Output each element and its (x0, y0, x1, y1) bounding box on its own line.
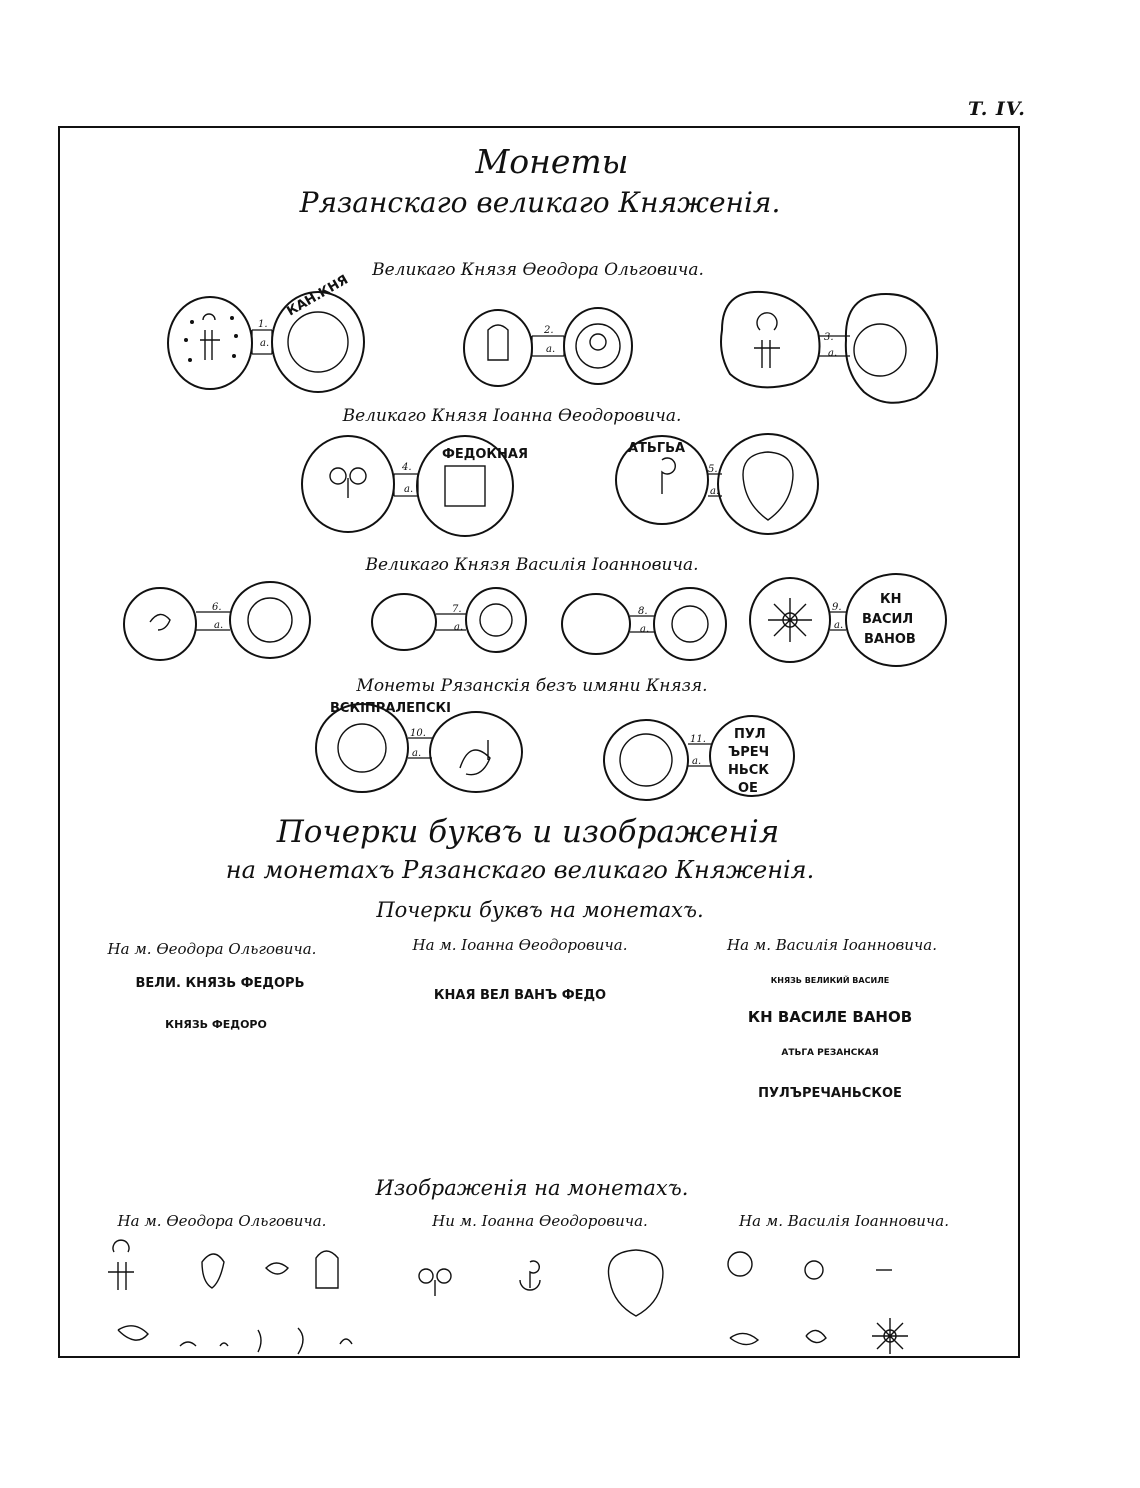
coin-7-number: 7. (452, 604, 462, 615)
coin-3 (721, 292, 937, 403)
image-figures-col2 (419, 1250, 663, 1316)
coin-11-legend-4: ОЕ (738, 781, 758, 796)
scripts-col3-line-1: КНЯЗЬ ВЕЛИКИЙ ВАСИЛЕ (770, 976, 890, 985)
coin-4-side: a. (404, 484, 414, 495)
scripts-col2-line-1: КНАЯ ВЕЛ ВАНЪ ФЕДО (433, 988, 607, 1003)
coin-4-legend: ФЕДОКНАЯ (442, 447, 528, 462)
coin-10-number: 10. (410, 728, 426, 739)
coin-10-legend: ВСКІПРАЛЕПСКІ (330, 701, 451, 716)
coin-6 (124, 582, 310, 660)
coin-11-legend-1: ПУЛ (734, 727, 766, 742)
scripts-col3-line-3: АТЬГА РЕЗАНСКАЯ (781, 1048, 879, 1058)
coin-11-side: a. (692, 756, 702, 767)
coin-9 (750, 574, 946, 666)
coin-2 (464, 308, 632, 386)
coin-6-side: a. (214, 620, 224, 631)
scripts-col2-label: На м. Іоанна Өеодоровича. (412, 936, 628, 954)
coin-1 (168, 272, 364, 392)
coin-11 (604, 716, 794, 800)
section-heading-2: Великаго Князя Іоанна Өеодоровича. (342, 406, 682, 426)
coin-9-number: 9. (832, 602, 842, 613)
coin-11-legend-3: НЬСК (728, 763, 769, 778)
coin-7 (372, 588, 526, 652)
images-col1-label: На м. Өеодора Ольговича. (117, 1212, 327, 1230)
images-col2-label: Ни м. Іоанна Өеодоровича. (432, 1212, 648, 1230)
coin-9-legend-3: ВАНОВ (864, 632, 916, 647)
coin-11-number: 11. (690, 734, 706, 745)
scripts-col1-label: На м. Өеодора Ольговича. (107, 940, 317, 958)
title-line-1: Монеты (475, 142, 629, 181)
coin-5-side: a. (710, 486, 720, 497)
coin-1-side: a. (260, 338, 270, 349)
coin-1-legend: КАН.КНЯ (284, 272, 351, 320)
coin-2-side: a. (546, 344, 556, 355)
coin-7-side: a. (454, 622, 464, 633)
images-col3-label: На м. Василія Іоанновича. (739, 1212, 949, 1230)
coin-4-number: 4. (402, 462, 412, 473)
plate-number: T. IV. (968, 98, 1026, 120)
scripts-col3-line-4: ПУЛЪРЕЧАНЬСКОЕ (758, 1086, 902, 1101)
coin-2-number: 2. (544, 325, 554, 336)
coin-8-side: a. (640, 624, 650, 635)
coin-9-side: a. (834, 620, 844, 631)
scripts-col3-label: На м. Василія Іоанновича. (727, 936, 937, 954)
scripts-col1-line-2: КНЯЗЬ ФЕДОРО (165, 1018, 267, 1031)
section-heading-4: Монеты Рязанскія безъ имяни Князя. (356, 676, 708, 696)
coin-3-side: a. (828, 348, 838, 359)
coin-10-side: a. (412, 748, 422, 759)
coin-6-number: 6. (212, 602, 222, 613)
coin-8 (562, 588, 726, 660)
scripts-col1-line-1: ВЕЛИ. КНЯЗЬ ФЕДОРЬ (135, 976, 305, 991)
coin-4 (302, 436, 528, 536)
coin-9-legend-1: КН (880, 592, 902, 607)
section-heading-1: Великаго Князя Өеодора Ольговича. (372, 260, 704, 280)
scripts-heading: Почерки буквъ на монетахъ. (376, 898, 704, 922)
image-figures-col1 (108, 1240, 352, 1354)
image-figures-col3 (728, 1252, 908, 1354)
coin-11-legend-2: ЪРЕЧ (728, 745, 770, 760)
images-heading: Изображенія на монетахъ. (375, 1176, 689, 1200)
coin-5-number: 5. (708, 464, 718, 475)
coin-8-number: 8. (638, 606, 648, 617)
script-header-line-2: на монетахъ Рязанскаго великаго Княженія. (225, 856, 815, 884)
section-heading-3: Великаго Князя Василія Іоанновича. (365, 555, 699, 575)
scripts-col3-line-2: КН ВАСИЛЕ ВАНОВ (747, 1008, 913, 1026)
coin-10 (316, 701, 522, 792)
script-header-line-1: Почерки буквъ и изображенія (276, 814, 780, 850)
coin-5 (616, 434, 818, 534)
title-line-2: Рязанскаго великаго Княженія. (299, 186, 781, 219)
coin-5-legend: АТЬГЬА (628, 441, 686, 456)
coin-9-legend-2: ВАСИЛ (862, 612, 914, 627)
coin-1-number: 1. (258, 319, 268, 330)
coin-3-number: 3. (824, 332, 834, 343)
